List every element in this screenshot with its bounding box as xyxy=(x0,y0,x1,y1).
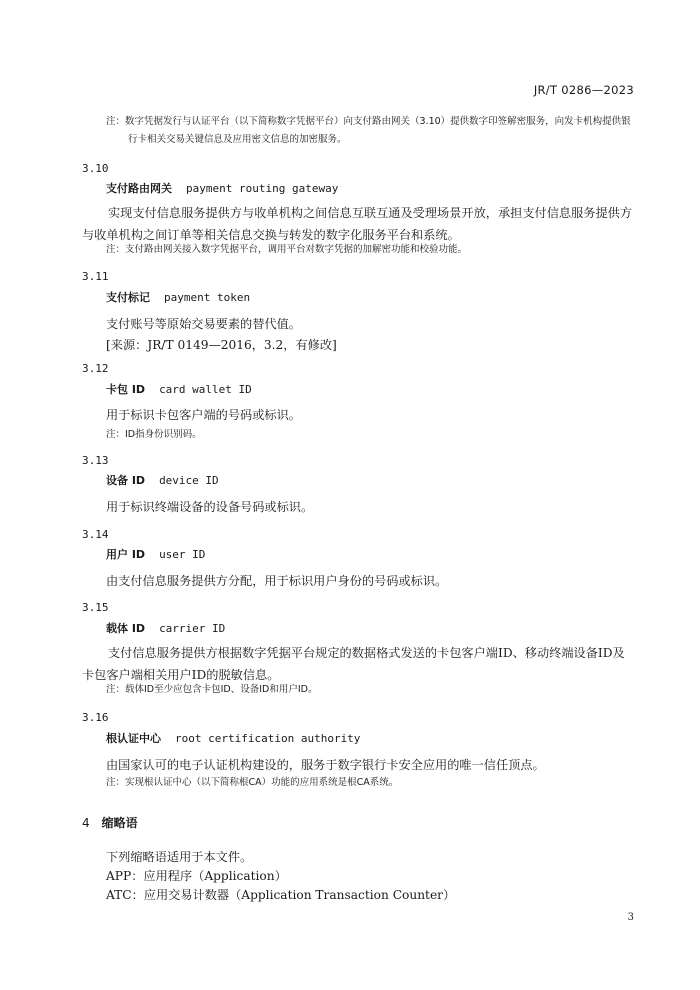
term-number: 3.15 xyxy=(82,601,109,614)
note-digital-credential-platform xyxy=(106,113,636,149)
term-definition: 支付账号等原始交易要素的替代值。 xyxy=(106,317,301,331)
term-definition: 实现支付信息服务提供方与收单机构之间信息互联互通及受理场景开放，承担支付信息服务提供方与收单机构之间订单等相关信息交换与转发的数字化服务平台和系统。 xyxy=(82,206,633,242)
term-note: 注：支付路由网关接入数字凭据平台，调用平台对数字凭据的加解密功能和校验功能。 xyxy=(106,244,468,255)
term-definition: 由支付信息服务提供方分配，用于标识用户身份的号码或标识。 xyxy=(106,574,448,588)
term-zh: 支付标记 xyxy=(106,291,150,304)
term-number: 3.16 xyxy=(82,711,109,724)
note-text: 数字凭据发行与认证平台（以下简称数字凭据平台）向支付路由网关（3.10）提供数字印签解密服务，向发卡机构提供银行卡相关交易关键信息及应用密文信息的加密服务。 xyxy=(125,116,631,145)
page-number: 3 xyxy=(627,912,634,923)
term-en: root certification authority xyxy=(175,732,361,745)
term-title xyxy=(106,180,338,196)
note-label: 注： xyxy=(106,116,126,127)
term-title xyxy=(106,289,250,305)
section-number: 4 xyxy=(82,816,90,830)
abbreviation-item: APP：应用程序（Application） xyxy=(106,869,287,883)
term-source: [来源：JR/T 0149—2016，3.2，有修改] xyxy=(106,338,337,352)
term-definition: 支付信息服务提供方根据数字凭据平台规定的数据格式发送的卡包客户端ID、移动终端设备ID及卡包客户端相关用户ID的脱敏信息。 xyxy=(82,646,625,682)
term-title xyxy=(106,546,205,562)
term-definition: 用于标识卡包客户端的号码或标识。 xyxy=(106,408,301,422)
term-en: card wallet ID xyxy=(159,383,252,396)
term-zh: 设备 ID xyxy=(106,474,146,487)
term-number: 3.10 xyxy=(82,162,109,175)
term-en: payment routing gateway xyxy=(186,182,339,195)
term-definition: 用于标识终端设备的设备号码或标识。 xyxy=(106,500,314,514)
term-number: 3.11 xyxy=(82,270,109,283)
term-title xyxy=(106,381,252,397)
term-en: user ID xyxy=(159,548,206,561)
term-zh: 卡包 ID xyxy=(106,383,146,396)
term-en: payment token xyxy=(164,291,251,304)
abbreviation-item: ATC：应用交易计数器（Application Transaction Counter） xyxy=(106,888,456,902)
term-note: 注：ID指身份识别码。 xyxy=(106,429,202,440)
section-heading xyxy=(82,814,138,831)
term-number: 3.14 xyxy=(82,528,109,541)
section-title: 缩略语 xyxy=(101,816,138,830)
term-note: 注：实现根认证中心（以下简称根CA）功能的应用系统是根CA系统。 xyxy=(106,777,399,788)
term-number: 3.12 xyxy=(82,362,109,375)
term-zh: 根认证中心 xyxy=(106,732,161,745)
term-definition: 由国家认可的电子认证机构建设的，服务于数字银行卡安全应用的唯一信任顶点。 xyxy=(106,758,545,772)
term-zh: 载体 ID xyxy=(106,622,146,635)
term-en: device ID xyxy=(159,474,219,487)
term-zh: 支付路由网关 xyxy=(106,182,172,195)
section-intro: 下列缩略语适用于本文件。 xyxy=(106,850,253,864)
term-en: carrier ID xyxy=(159,622,226,635)
term-title xyxy=(106,472,219,488)
term-title xyxy=(106,620,225,636)
term-number: 3.13 xyxy=(82,454,109,467)
standard-code-header: JR/T 0286—2023 xyxy=(533,83,634,97)
term-note: 注：载体ID至少应包含卡包ID、设备ID和用户ID。 xyxy=(106,684,318,695)
term-zh: 用户 ID xyxy=(106,548,146,561)
term-title xyxy=(106,730,360,746)
